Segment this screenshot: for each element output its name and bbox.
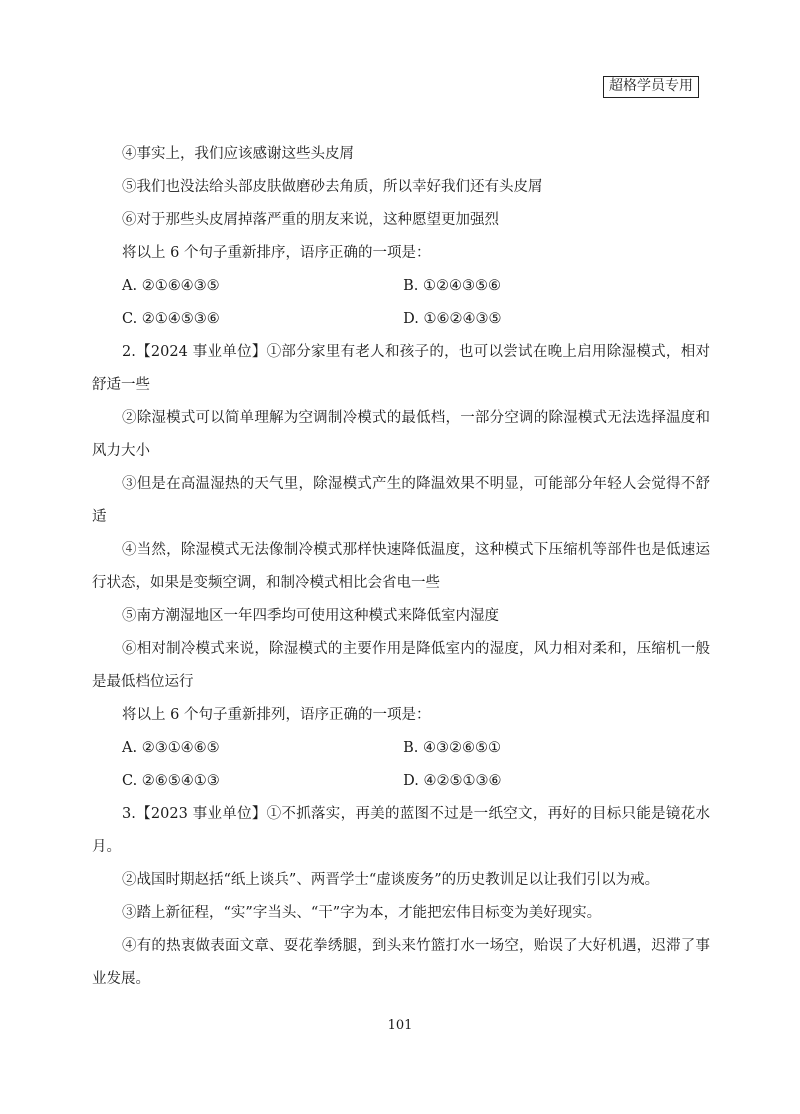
q1-options-row-2 <box>92 303 710 336</box>
q1-sentence-4: ④事实上，我们应该感谢这些头皮屑 <box>122 146 354 162</box>
q2-option-d: D. ④②⑤①③⑥ <box>403 773 502 789</box>
q3-sentence-2: ②战国时期赵括“纸上谈兵”、两晋学士“虚谈废务”的历史教训足以让我们引以为戒。 <box>122 872 660 888</box>
q1-option-b: B. ①②④③⑤⑥ <box>403 278 502 294</box>
q1-option-d: D. ①⑥②④③⑤ <box>403 311 502 327</box>
q1-sentence-5: ⑤我们也没法给头部皮肤做磨砂去角质，所以幸好我们还有头皮屑 <box>122 179 543 195</box>
q2-option-a: A. ②③①④⑥⑤ <box>122 740 220 756</box>
q1-option-c: C. ②①④⑤③⑥ <box>122 311 220 327</box>
q3-sentence-3: ③踏上新征程，“实”字当头、“干”字为本，才能把宏伟目标变为美好现实。 <box>122 905 602 921</box>
q2-option-c: C. ②⑥⑤④①③ <box>122 773 220 789</box>
q2-sentence-2: ②除湿模式可以简单理解为空调制冷模式的最低档，一部分空调的除湿模式无法选择温度和风力大小 <box>92 410 710 459</box>
q3-sentence-4: ④有的热衷做表面文章、耍花拳绣腿，到头来竹篮打水一场空，贻误了大好机遇，迟滞了事业发展。 <box>92 938 710 987</box>
page-number: 101 <box>387 1018 413 1033</box>
q2-options-row-1 <box>92 732 710 765</box>
page-content <box>92 138 710 996</box>
q2-sentence-4: ④当然，除湿模式无法像制冷模式那样快速降低温度，这种模式下压缩机等部件也是低速运行状态，如果是变频空调，和制冷模式相比会省电一些 <box>92 542 710 591</box>
q2-prompt: 将以上 6 个句子重新排列，语序正确的一项是： <box>122 707 431 723</box>
q2-stem: 2.【2024 事业单位】①部分家里有老人和孩子的，也可以尝试在晚上启用除湿模式，相对舒适一些 <box>92 344 710 393</box>
q2-sentence-3: ③但是在高温湿热的天气里，除湿模式产生的降温效果不明显，可能部分年轻人会觉得不舒适 <box>92 476 710 525</box>
q1-sentence-6: ⑥对于那些头皮屑掉落严重的朋友来说，这种愿望更加强烈 <box>122 212 499 228</box>
student-only-badge: 超格学员专用 <box>603 76 699 98</box>
q2-options-row-2 <box>92 765 710 798</box>
q1-option-a: A. ②①⑥④③⑤ <box>122 278 220 294</box>
q3-stem: 3.【2023 事业单位】①不抓落实，再美的蓝图不过是一纸空文，再好的目标只能是镜花水月。 <box>92 806 710 855</box>
q1-prompt: 将以上 6 个句子重新排序，语序正确的一项是： <box>122 245 431 261</box>
q1-options-row-1 <box>92 270 710 303</box>
q2-sentence-6: ⑥相对制冷模式来说，除湿模式的主要作用是降低室内的湿度，风力相对柔和，压缩机一般是最低档位运行 <box>92 641 710 690</box>
q2-sentence-5: ⑤南方潮湿地区一年四季均可使用这种模式来降低室内湿度 <box>122 608 499 624</box>
q2-option-b: B. ④③②⑥⑤① <box>403 740 502 756</box>
